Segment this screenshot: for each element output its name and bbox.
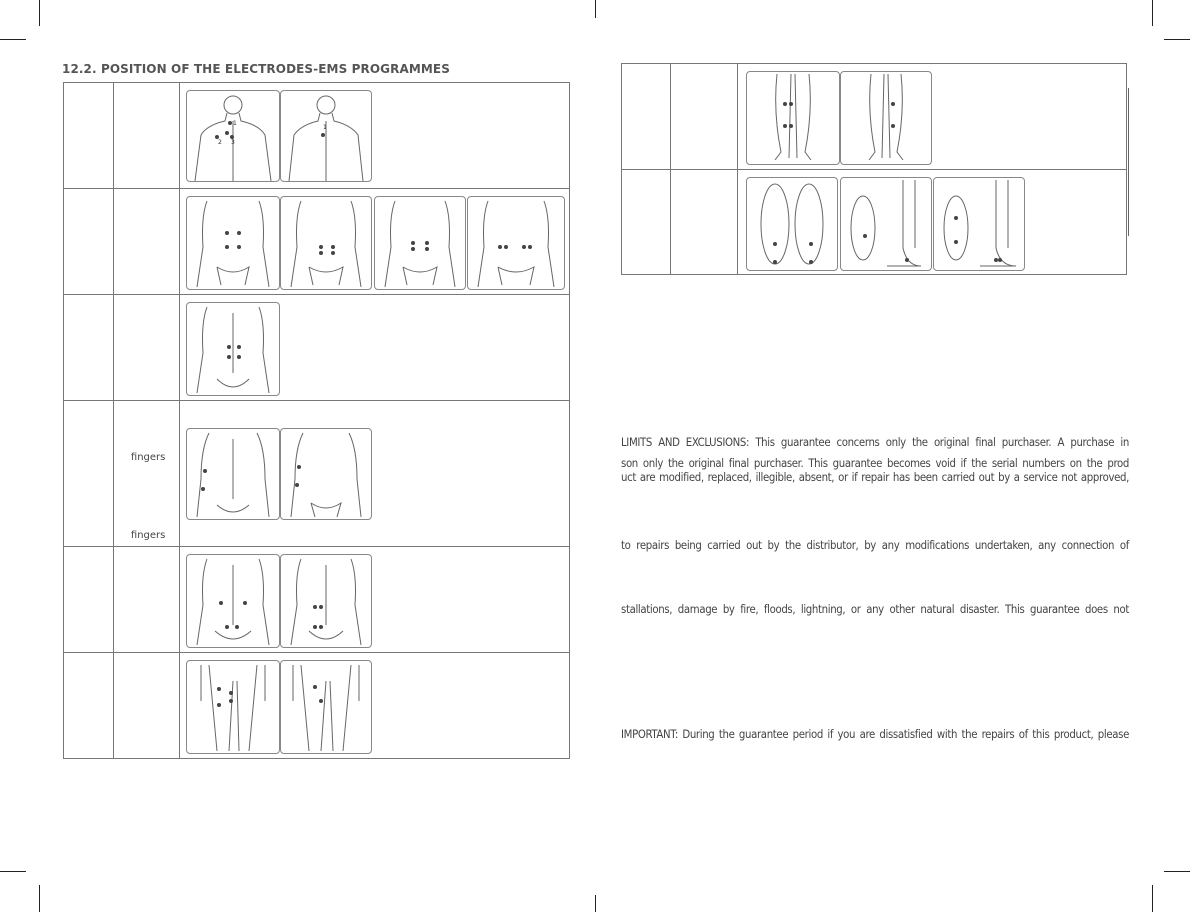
thighs-back-figure [186,660,280,754]
svg-text:2: 2 [217,139,222,146]
row-label [64,547,114,653]
crop-mark [1152,0,1153,26]
table-row [64,295,570,401]
abdomen-front-d-figure [467,196,565,290]
table-row [622,170,1127,275]
back-glutes-a-figure [186,554,280,648]
figure-cell [179,83,569,189]
row-notes [113,547,179,653]
svg-text:1: 1 [232,120,237,127]
guarantee-text-line: son only the original final purchaser. This guarantee becomes void if the serial numbers on the prod [621,457,1129,470]
guarantee-text-line: uct are modified, replaced, illegible, absent, or if repair has been carried out by a service not approved, [621,471,1129,484]
crop-mark [0,39,26,40]
row-notes [113,83,179,189]
back-upper-figure [186,90,280,182]
calves-front-figure [840,71,932,165]
note-fingers-bottom: fingers [130,530,166,541]
abdomen-front-c-figure [374,196,466,290]
calves-back-figure [746,71,840,165]
figure-cell [179,401,569,547]
table-row [64,83,570,189]
note-fingers-top: fingers [130,452,166,463]
row-label [64,653,114,759]
forearm-back-figure [186,428,280,520]
figure-cell [737,64,1126,170]
crop-mark [1152,885,1153,912]
foot-side-b-figure [933,177,1025,271]
guarantee-text-line: LIMITS AND EXCLUSIONS: This guarantee concerns only the original final purchaser. A purchase in [621,436,1129,449]
svg-text:3: 3 [230,139,235,146]
section-title: 12.2. POSITION OF THE ELECTRODES-EMS PROGRAMMES [62,62,450,76]
page-edge-line [1128,88,1129,236]
feet-soles-figure [746,177,838,271]
forearm-front-figure [280,428,372,520]
row-notes [113,295,179,401]
important-text-line: IMPORTANT: During the guarantee period if you are dissatisfied with the repairs of this product, please [621,728,1129,741]
abdomen-front-a-figure [186,196,280,290]
crop-mark [0,871,26,872]
crop-mark [595,895,596,912]
table-row [64,401,570,547]
row-label [64,295,114,401]
table-row [622,64,1127,170]
row-notes [670,64,737,170]
figure-cell [737,170,1126,275]
row-label [622,170,671,275]
figure-cell [179,189,569,295]
crop-mark [595,0,596,18]
table-row [64,547,570,653]
crop-mark [39,885,40,912]
crop-mark [39,0,40,26]
figure-cell [179,295,569,401]
row-notes [670,170,737,275]
row-label [64,83,114,189]
electrode-position-table [63,82,570,759]
table-row [64,653,570,759]
table-row [64,189,570,295]
abdomen-front-b-figure [280,196,372,290]
back-upper-single-figure [280,90,372,182]
crop-mark [1164,871,1190,872]
guarantee-text-line: stallations, damage by fire, floods, lightning, or any other natural disaster. This guarantee does not [621,603,1129,616]
thighs-front-figure [280,660,372,754]
row-notes [113,189,179,295]
figure-cell [179,653,569,759]
row-label [622,64,671,170]
row-label [64,401,114,547]
svg-text:1: 1 [322,124,327,131]
crop-mark [1164,39,1190,40]
figure-cell [179,547,569,653]
row-notes [113,653,179,759]
back-glutes-b-figure [280,554,372,648]
row-label [64,189,114,295]
guarantee-text-line: to repairs being carried out by the distributor, by any modifications undertaken, any connection of [621,539,1129,552]
lower-back-figure [186,302,280,396]
row-notes [113,401,179,547]
foot-side-a-figure [840,177,932,271]
electrode-position-table-continued [621,63,1127,275]
